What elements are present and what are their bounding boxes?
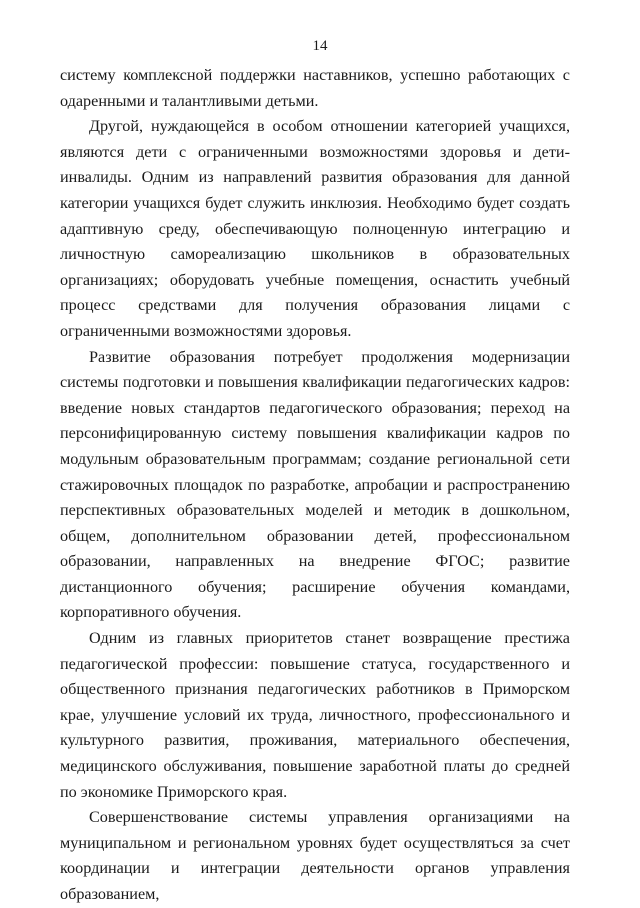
document-body (60, 63, 570, 908)
paragraph-inclusion: Другой, нуждающейся в особом отношении категорией учащихся, являются дети с ограниченными возможностями здоровья и дети-инвалиды. Одним из направлений развития образования для данной категории учащихся будет служить инклюзия. Необходимо будет создать адаптивную среду, обеспечивающую полноценную интеграцию и личностную самореализацию школьников в образовательных организациях; оборудовать учебные помещения, оснастить учебный процесс средствами для получения образования лицами с ограниченными возможностями здоровья. (60, 117, 570, 340)
page-number: 14 (312, 38, 328, 54)
paragraph-management-improvement: Совершенствование системы управления организациями на муниципальном и региональном уровнях будет осуществляться за счет координации и интеграции деятельности органов управления образованием, (60, 808, 570, 903)
paragraph-mentors-continuation: системy комплексной поддержки наставников, успешно работающих с одаренными и талантливыми детьми. (60, 66, 570, 110)
paragraph-teacher-training: Развитие образования потребует продолжения модернизации системы подготовки и повышения квалификации педагогических кадров: введение новых стандартов педагогического образования; переход на персонифицированную систему повышения квалификации кадров по модульным образовательным программам; создание региональной сети стажировочных площадок по разработке, апробации и распространению перспективных образовательных моделей и методик в дошкольном, общем, дополнительном образовании детей, профессиональном образовании, направленных на внедрение ФГОС; развитие дистанционного обучения; расширение обучения командами, корпоративного обучения. (60, 347, 570, 622)
paragraph-teacher-prestige: Одним из главных приоритетов станет возвращение престижа педагогической профессии: повышение статуса, государственного и общественного признания педагогических работников в Приморском крае, улучшение условий их труда, личностного, профессионального и культурного развития, проживания, материального обеспечения, медицинского обслуживания, повышение заработной платы до средней по экономике Приморского края. (60, 629, 570, 801)
